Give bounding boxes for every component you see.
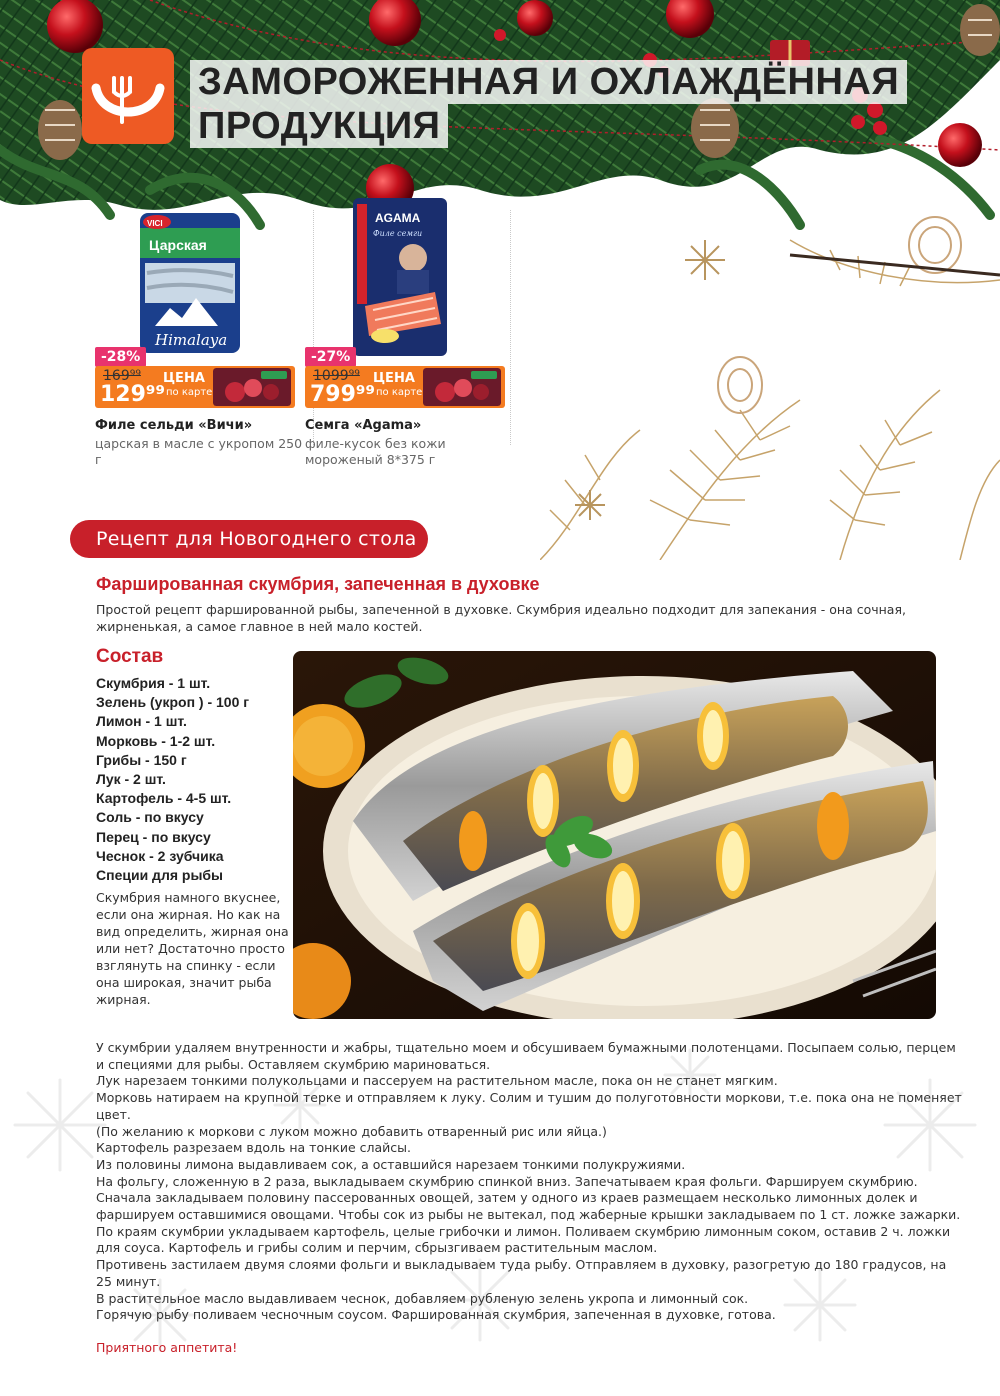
- recipe-tip: Скумбрия намного вкуснее, если она жирная. Но как на вид определить, жирная она или нет? Достаточно просто взглянуть на спинку - если она широкая, значит рыба жирная.: [96, 890, 289, 1007]
- price-label: ЦЕНА: [373, 371, 415, 386]
- ingredient-item: Перец - по вкусу: [96, 828, 211, 845]
- product-description: царская в масле с укропом 250 г: [95, 436, 303, 467]
- ingredient-item: Лук - 2 шт.: [96, 771, 166, 788]
- recipe-step: Противень застилаем двумя слоями фольги и выкладываем туда рыбу. Отправляем в духовку, разогретую до 180 градусов, на 25 минут.: [96, 1257, 947, 1289]
- ingredient-item: Скумбрия - 1 шт.: [96, 675, 211, 691]
- recipe-step: В растительное масло выдавливаем чеснок, добавляем рубленую зелень укропа и лимонный сок.: [96, 1290, 749, 1306]
- ingredient-item: Чеснок - 2 зубчика: [96, 847, 224, 864]
- discount-badge: -28%: [95, 347, 146, 367]
- ingredient-item: Зелень (укроп ) - 100 г: [96, 694, 250, 711]
- loyalty-card-image: [213, 368, 291, 406]
- product-card-salmon[interactable]: [305, 200, 510, 480]
- ingredient-item: Картофель - 4-5 шт.: [96, 790, 232, 807]
- recipe-steps: [96, 1040, 966, 1324]
- ingredients-list: [96, 674, 249, 885]
- salmon-pack-brand: AGAMA: [375, 211, 421, 225]
- price-label: ЦЕНА: [163, 371, 205, 386]
- section-title-line-1: ЗАМОРОЖЕННАЯ И ОХЛАЖДЁННАЯ: [190, 60, 907, 104]
- old-price: 169⁹⁹: [103, 368, 141, 384]
- recipe-step: По краям скумбрии укладываем картофель, целые грибочки и лимон. Поливаем скумбрию лимонным соком, оставив 2 ч. ложки для соуса. Картофель и грибы солим и перчим, сбрызгиваем растительным маслом.: [96, 1223, 951, 1256]
- product-name: Семга «Agama»: [305, 418, 422, 433]
- recipe-step: Лук нарезаем тонкими полукольцами и пассеруем на растительном масле, пока он не станет мягким.: [96, 1073, 778, 1089]
- ingredient-item: Специи для рыбы: [96, 867, 224, 884]
- ingredients-title: Состав: [96, 646, 164, 667]
- recipe-banner: Рецепт для Новогоднего стола: [70, 520, 428, 558]
- recipe-step: Горячую рыбу поливаем чесночным соусом. Фаршированная скумбрия, запеченная в духовке, готова.: [96, 1307, 776, 1323]
- recipe-step: У скумбрии удаляем внутренности и жабры, тщательно моем и обсушиваем бумажными полотенцами. Посыпаем солью, перцем и специями для рыбы. Оставляем скумбрию мариноваться.: [96, 1040, 956, 1072]
- price-box: [95, 366, 295, 408]
- section-title: [190, 60, 900, 148]
- herring-pack-image: [135, 208, 245, 358]
- stuffed-mackerel-photo: [293, 651, 936, 1019]
- herring-pack-name: Царская: [149, 237, 207, 253]
- ingredient-item: Лимон - 1 шт.: [96, 713, 187, 730]
- discount-badge: -27%: [305, 347, 356, 367]
- recipe-step: Сначала закладываем половину пассерованных овощей, затем у одного из краев размещаем несколько лимонных долек и фаршируем оставшимися овощами. Чтобы сок из рыбы не вытекал, под жаберные крышки закладываем по 1 ст. ложке зажарки.: [96, 1190, 961, 1223]
- product-name: Филе сельди «Вичи»: [95, 418, 253, 433]
- price-sublabel: по карте: [166, 387, 213, 398]
- new-price: 129⁹⁹: [100, 382, 166, 407]
- fork-sausage-icon: [82, 48, 174, 144]
- product-divider: [510, 210, 511, 445]
- loyalty-card-image: [423, 368, 501, 406]
- salmon-pack-image: [345, 196, 455, 358]
- product-description: филе-кусок без кожи мороженый 8*375 г: [305, 436, 446, 467]
- recipe-step: Морковь натираем на крупной терке и отправляем к луку. Солим и тушим до полуготовности моркови, т.е. пока она не поменяет цвет.: [96, 1090, 962, 1122]
- frozen-products-logo: [82, 48, 174, 144]
- product-card-herring[interactable]: [95, 200, 303, 480]
- gold-branches-decoration: [540, 200, 1000, 560]
- salmon-pack-name: Филе семги: [373, 229, 423, 238]
- ingredient-item: Соль - по вкусу: [96, 809, 204, 826]
- herring-pack-line: Himalaya: [155, 331, 228, 349]
- ingredient-item: Морковь - 1-2 шт.: [96, 732, 216, 749]
- ingredient-item: Грибы - 150 г: [96, 751, 187, 768]
- recipe-intro: Простой рецепт фаршированной рыбы, запеченной в духовке. Скумбрия идеально подходит для запекания - она сочная, жирненькая, а самое главное в ней мало костей.: [96, 602, 906, 634]
- old-price: 1099⁹⁹: [313, 368, 360, 384]
- recipe-step: Картофель разрезаем вдоль на тонкие слайсы.: [96, 1140, 411, 1156]
- recipe-step: (По желанию к моркови с луком можно добавить отваренный рис или яйца.): [96, 1123, 607, 1139]
- recipe-step: На фольгу, сложенную в 2 раза, выкладываем скумбрию спинкой вниз. Запечатываем края фольги. Фаршируем скумбрию.: [96, 1173, 918, 1189]
- price-sublabel: по карте: [376, 387, 423, 398]
- closing-wish: Приятного аппетита!: [96, 1340, 238, 1355]
- section-title-line-2: ПРОДУКЦИЯ: [190, 104, 448, 148]
- price-box: [305, 366, 505, 408]
- herring-pack-brand: VICI: [147, 219, 163, 228]
- recipe-title: Фаршированная скумбрия, запеченная в духовке: [96, 574, 540, 594]
- recipe-step: Из половины лимона выдавливаем сок, а оставшийся нарезаем тонкими полукружиями.: [96, 1156, 686, 1172]
- new-price: 799⁹⁹: [310, 382, 376, 407]
